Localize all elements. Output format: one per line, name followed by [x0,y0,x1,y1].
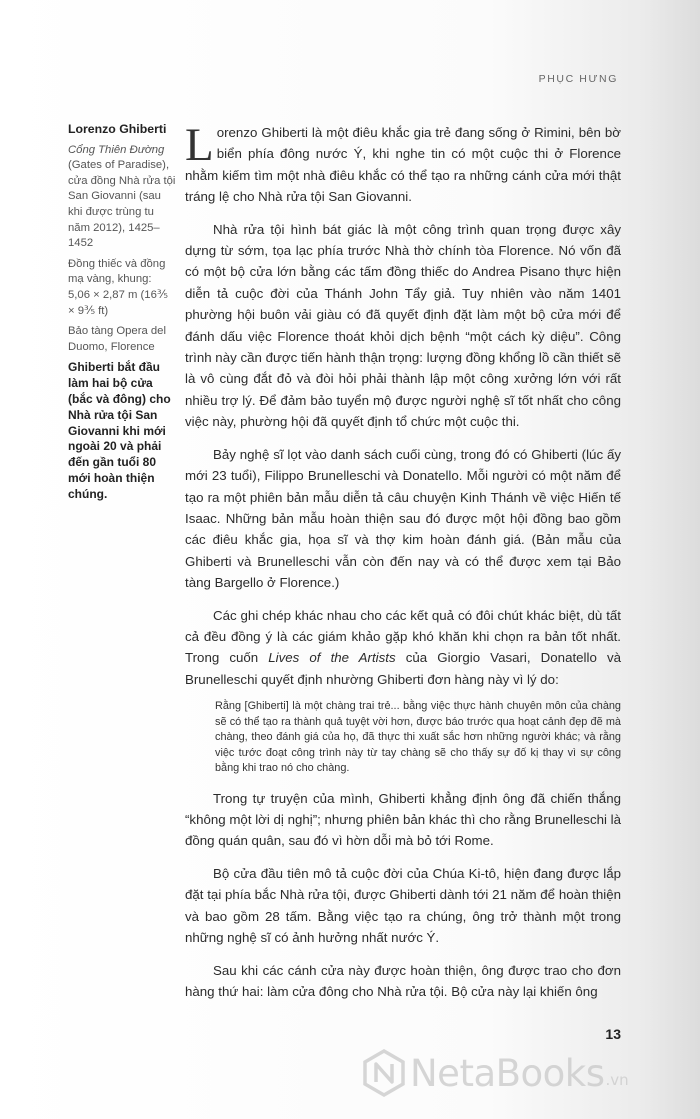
block-quote: Rằng [Ghiberti] là một chàng trai trẻ... bằng việc thực hành chuyên môn của chàng sẽ có thể tạo ra thành quả tuyệt vời hơn, được báo trước qua hoạt cảnh đẹp đẽ mà chàng, theo đánh giá của họ, đã thực thi xuất sắc hơn những người khác; và rằng việc tước đoạt công trình này từ tay chàng sẽ cho thấy sự đố kị thay vì sự công bằng khi trao nó cho chàng. [215,700,621,775]
paragraph: Trong tự truyện của mình, Ghiberti khẳng định ông đã chiến thắng “không một lời dị nghị”; nhưng phiên bản khác thì cho rằng Brunelleschi là đồng quán quân, sau đó vì hờn dỗi mà bỏ tới Rome. [185,790,621,849]
watermark [362,1048,629,1098]
sidebar-highlight: Ghiberti bắt đầu làm hai bộ cửa (bắc và đông) cho Nhà rửa tội San Giovanni khi mới ngoài 20 và phải đến gần tuổi 80 mới hoàn thiện chúng. [68,360,171,501]
artwork-title: Cổng Thiên Đường [68,143,165,156]
paragraph [185,605,621,691]
artwork-materials: Đồng thiếc và đồng mạ vàng, khung: 5,06 × 2,87 m (16⅗ × 9⅗ ft) [68,257,168,317]
caption-sidebar [68,122,176,502]
page-number: 13 [605,1026,621,1042]
artwork-caption [68,143,176,252]
paragraph: Sau khi các cánh cửa này được hoàn thiện, ông được trao cho đơn hàng thứ hai: làm cửa đông cho Nhà rửa tội. Bộ cửa này lại khiến ông [185,962,621,999]
netabooks-logo-icon [362,1049,406,1097]
paragraph-text: của Giorgio Vasari, Donatello và Brunelleschi quyết định nhường Ghiberti đơn hàng này vì lý do: [185,650,621,687]
book-title: Lives of the Artists [268,650,396,666]
paragraph [185,119,621,208]
paragraph: Bảy nghệ sĩ lọt vào danh sách cuối cùng, trong đó có Ghiberti (lúc ấy mới 23 tuổi), Filippo Brunelleschi và Donatello. Mỗi người có một năm để tạo ra một phiên bản mẫu diễn tả câu chuyện Kinh Thánh về việc Hiến tế Isaac. Những bản mẫu hoàn thiện sau đó được một hội đồng bao gồm các điêu khắc gia, họa sĩ và thợ kim hoàn đánh giá. (Bản mẫu của Ghiberti và Brunelleschi vẫn còn đến nay và có thể được xem tại Bảo tàng Bargello ở Florence.) [185,446,621,591]
watermark-brand: NetaBooks [410,1051,605,1095]
artwork-detail: (Gates of Paradise), cửa đồng Nhà rửa tội San Giovanni (sau khi được trùng tu năm 2012), 1425–1452 [68,159,176,250]
artist-name: Lorenzo Ghiberti [68,122,167,136]
paragraph: Bộ cửa đầu tiên mô tả cuộc đời của Chúa Ki-tô, hiện đang được lắp đặt tại phía bắc Nhà rửa tội, được Ghiberti dành tới 21 năm để hoàn thiện và bao gồm 28 tấm. Bằng việc tạo ra chúng, ông trở thành một trong những nghệ sĩ có ảnh hưởng nhất nước Ý. [185,865,621,946]
watermark-suffix: .vn [605,1071,629,1089]
paragraph: Nhà rửa tội hình bát giác là một công trình quan trọng được xây dựng từ sớm, tọa lạc phía trước Nhà thờ chính tòa Florence. Nó vốn đã có một bộ cửa lớn bằng các tấm đồng thiếc do Andrea Pisano thực hiện diễn tả cuộc đời của Thánh John Tẩy giả. Tuy nhiên vào năm 1401 phường hội buôn vải giàu có đã quyết định đặt làm một bộ cửa mới để đánh dấu việc Florence thoát khỏi dịch bệnh “một cách kỳ diệu”. Công trình này cần được tiến hành thận trọng: lượng đồng khổng lồ cần thiết sẽ là vô cùng đắt đỏ và đòi hỏi phải thành lập một công xưởng lớn với rất nhiều trợ lý. Để đảm bảo tuyển mộ được người nghệ sĩ tốt nhất cho công việc này, phường hội đã quyết định tổ chức một cuộc thi. [185,221,621,430]
main-text [185,119,621,1013]
drop-cap: L [185,119,214,171]
running-header: PHỤC HƯNG [538,73,618,85]
paragraph-text: Các ghi chép khác nhau cho các kết quả có đôi chút khác biệt, dù tất cả đều đồng ý là các giám khảo gặp khó khăn khi chọn ra bản tốt nhất. Trong cuốn [185,607,621,666]
paragraph-text: orenzo Ghiberti là một điêu khắc gia trẻ đang sống ở Rimini, bên bờ biển phía đông nước Ý, khi nghe tin có một cuộc thi ở Florence nhằm kiếm tìm một nhà điêu khắc có thể tạo ra những cánh cửa mới thật tráng lệ cho Nhà rửa tội San Giovanni. [185,125,621,205]
artwork-location: Bảo tàng Opera del Duomo, Florence [68,325,166,353]
